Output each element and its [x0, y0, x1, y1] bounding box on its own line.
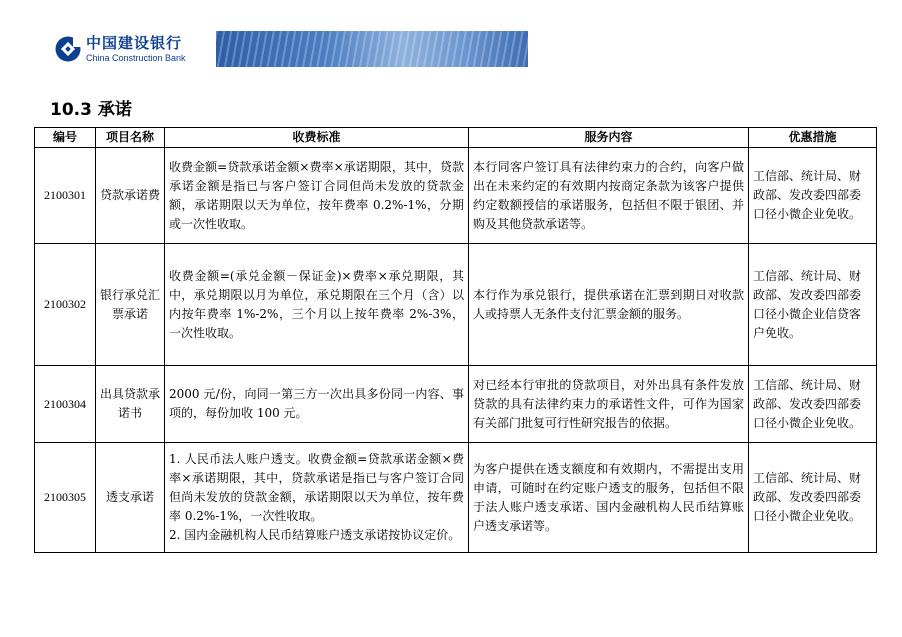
header-name: 项目名称	[96, 128, 165, 148]
header-banner	[52, 31, 528, 67]
fee-standard	[165, 366, 469, 443]
ccb-logo-icon	[54, 35, 82, 63]
header-code: 编号	[35, 128, 96, 148]
table-row	[35, 244, 877, 366]
discount-measures: 工信部、统计局、财政部、发改委四部委口径小微企业信贷客户免收。	[749, 244, 877, 366]
fee-standard-text: 2000 元/份，向同一第三方一次出具多份同一内容、事项的，每份加收 100 元。	[169, 387, 464, 420]
service-content: 本行同客户签订具有法律约束力的合约，向客户做出在未来约定的有效期内按商定条款为该客户提供约定数额授信的承诺服务，包括但不限于银团、并购及其他贷款承诺等。	[469, 148, 749, 244]
item-name: 出具贷款承诺书	[96, 366, 165, 443]
fee-standard	[165, 443, 469, 553]
bank-logo	[52, 31, 216, 67]
service-content: 本行作为承兑银行，提供承诺在汇票到期日对收款人或持票人无条件支付汇票金额的服务。	[469, 244, 749, 366]
fee-standard	[165, 244, 469, 366]
item-code: 2100302	[35, 244, 96, 366]
table-header-row	[35, 128, 877, 148]
section-title: 10.3 承诺	[50, 100, 132, 120]
fee-standard-text: 收费金额=贷款承诺金额×费率×承诺期限，其中，贷款承诺金额是指已与客户签订合同但尚未发放的贷款金额，承诺期限以天为单位，按年费率 0.2%-1%，分期或一次性收取。	[169, 159, 464, 231]
item-code: 2100304	[35, 366, 96, 443]
table-row	[35, 443, 877, 553]
item-name: 银行承兑汇票承诺	[96, 244, 165, 366]
table-row	[35, 148, 877, 244]
fee-standard-text: 2. 国内金融机构人民币结算账户透支承诺按协议定价。	[169, 528, 461, 542]
fee-standard-text: 1. 人民币法人账户透支。收费金额=贷款承诺金额×费率×承诺期限，其中，贷款承诺是指已与客户签订合同但尚未发放的贷款金额，承诺期限以天为单位，按年费率 0.2%-1%，一次性收取。	[169, 452, 464, 523]
discount-measures: 工信部、统计局、财政部、发改委四部委口径小微企业免收。	[749, 443, 877, 553]
table-row	[35, 366, 877, 443]
discount-measures: 工信部、统计局、财政部、发改委四部委口径小微企业免收。	[749, 366, 877, 443]
service-content: 为客户提供在透支额度和有效期内，不需提出支用申请，可随时在约定账户透支的服务，包括但不限于法人账户透支承诺、国内金融机构人民币结算账户透支承诺等。	[469, 443, 749, 553]
header-service: 服务内容	[469, 128, 749, 148]
header-standard: 收费标准	[165, 128, 469, 148]
bank-name-en: China Construction Bank	[86, 52, 186, 63]
item-name: 贷款承诺费	[96, 148, 165, 244]
banner-image	[216, 31, 528, 67]
header-discount: 优惠措施	[749, 128, 877, 148]
fee-table	[34, 127, 877, 553]
fee-standard-text: 收费金额=(承兑金额－保证金)×费率×承兑期限，其中，承兑期限以月为单位，承兑期限在三个月（含）以内按年费率 1%-2%，三个月以上按年费率 2%-3%，一次性收取。	[169, 268, 464, 340]
item-code: 2100305	[35, 443, 96, 553]
fee-standard	[165, 148, 469, 244]
item-name: 透支承诺	[96, 443, 165, 553]
service-content: 对已经本行审批的贷款项目，对外出具有条件发放贷款的具有法律约束力的承诺性文件，可作为国家有关部门批复可行性研究报告的依据。	[469, 366, 749, 443]
bank-name-cn: 中国建设银行	[86, 33, 183, 52]
discount-measures: 工信部、统计局、财政部、发改委四部委口径小微企业免收。	[749, 148, 877, 244]
item-code: 2100301	[35, 148, 96, 244]
